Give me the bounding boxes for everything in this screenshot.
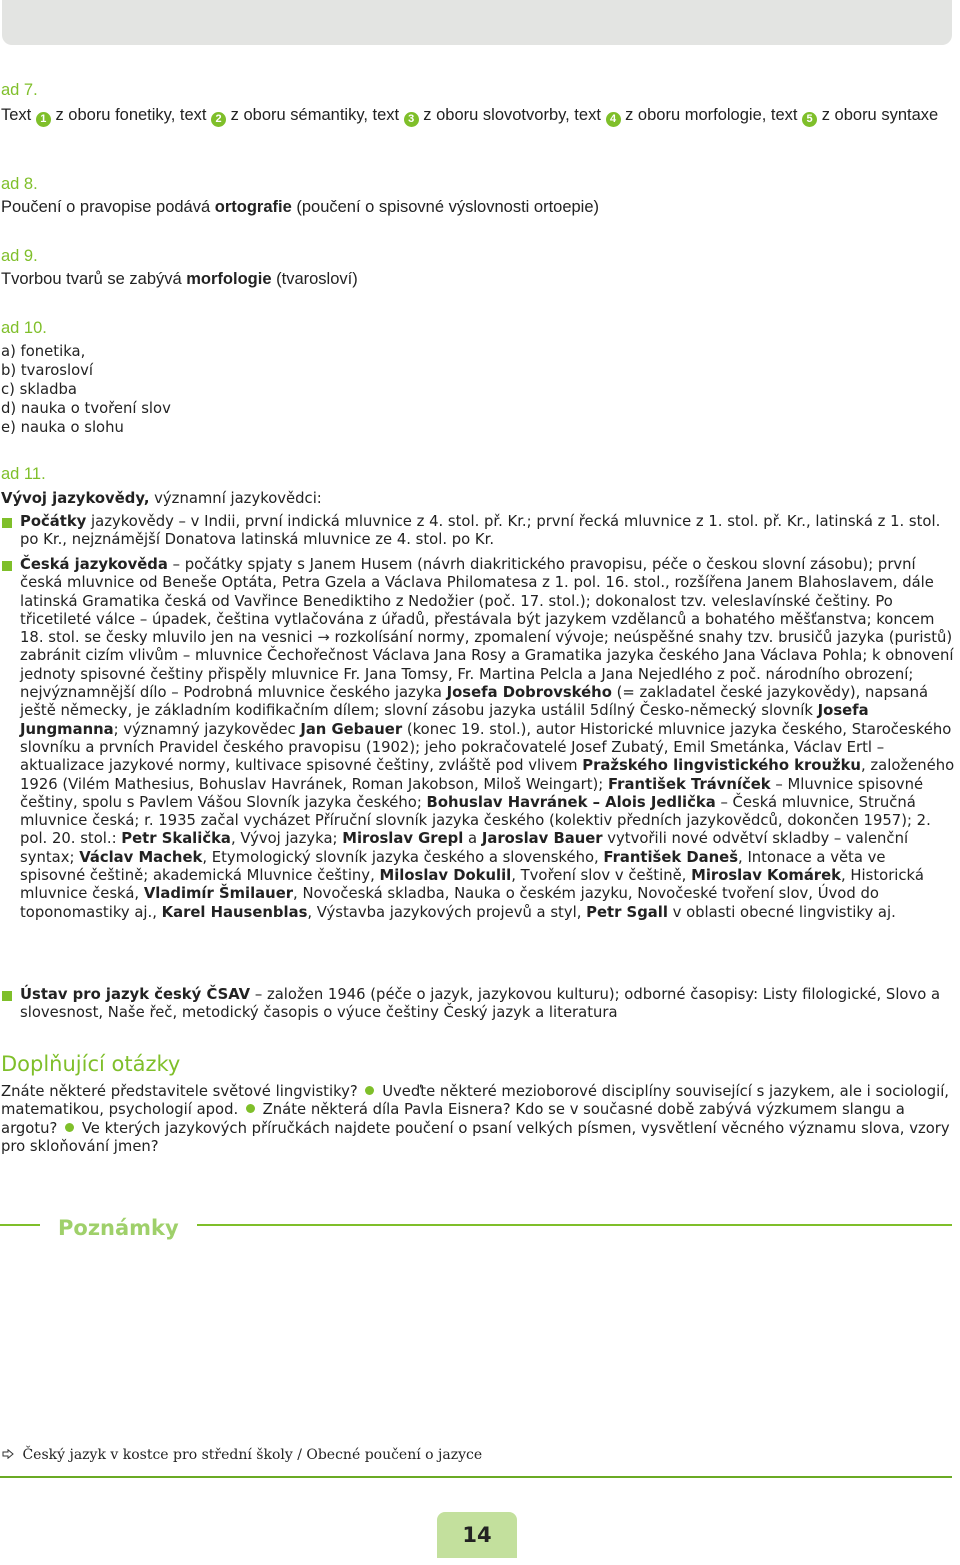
number-badge: 4 (606, 112, 621, 127)
answer-8-heading: ad 8. (1, 175, 38, 193)
list-item: a) fonetika, (1, 343, 86, 360)
list-item: b) tvarosloví (1, 362, 94, 379)
answer-10-list (1, 342, 701, 437)
answer-11-heading: ad 11. (1, 465, 46, 483)
answer-10-heading: ad 10. (1, 319, 47, 337)
supplementary-questions-title: Doplňující otázky (1, 1052, 181, 1076)
footer-title: Český jazyk v kostce pro střední školy / Obecné poučení o jazyce (2, 1447, 482, 1463)
bullet-dot-icon (246, 1104, 255, 1113)
arrow-right-icon: → (317, 629, 330, 647)
bullet-square-icon (2, 518, 12, 528)
bullet-dot-icon (365, 1086, 374, 1095)
list-item: d) nauka o tvoření slov (1, 400, 171, 417)
list-item: e) nauka o slohu (1, 419, 124, 436)
bullet-czech-linguistics: Česká jazykověda – počátky spjaty s Janem Husem (návrh diakritického pravopisu, péče o českou slovní zásobu); první česká mluvnice od Beneše Optáta, Petra Gzela a Václava Philomatesa z 1. pol. 16. stol., rozšířena Janem Blahoslavem, dále latinská Gramatika česká od Vavřince Benediktiho z Nedožier (poč. 17. stol.); dokonalost tzv. veleslavínské češtiny. Po třicetileté válce – úpadek, čeština vytlačována z úřadů, přestávala být jazykem vzdělanců a bohatého měšťanstva; koncem 18. stol. se česky mluvilo jen na vesnici → rozkolísání normy, zpomalení vývoje; neúspěšné snahy tzv. brusičů jazyka (puristů) zabránit cizím vlivům – mluvnice Čechořečnost Václava Jana Rosy a Gramatika jazyka českého Jana Václava Pohla; k obnovení jednoty spisovné češtiny přispěly mluvnice Fr. Jana Tomsy, Fr. Martina Pelcla a Jana Nejedlého z poč. národního obrození; nejvýznamnější dílo – Podrobná mluvnice českého jazyka Josefa Dobrovského (= zakladatel české jazykovědy), napsaná ještě německy, je základním kodifikačním dílem; slovní zásobu jazyka ustálil 5dílný Česko-německý slovník Josefa Jungmanna; významný jazykovědec Jan Gebauer (konec 19. stol.), autor Historické mluvnice jazyka českého, Staročeského slovníku a prvních Pravidel českého pravopisu (1902); jeho pokračovatelé Josef Zubatý, Emil Smetánka, Václav Ertl – aktualizace jazykové normy, kultivace spisovné češtiny, zvláště pod vlivem Pražského lingvistického kroužku, založeného 1926 (Vilém Mathesius, Bohuslav Havránek, Roman Jakobson, Miloš Weingart); František Trávníček – Mluvnice spisovné češtiny, spolu s Pavlem Vášou Slovník jazyka českého; Bohuslav Havránek – Alois Jedlička – Česká mluvnice, Stručná mluvnice česká; r. 1935 začal vycházet Příruční slovník jazyka českého (kolektiv předních jazykovědců, dokončen 1957); 2. pol. 20. stol.: Petr Skalička, Vývoj jazyka; Miroslav Grepl a Jaroslav Bauer vytvořili nové odvětví skladby – valenční syntax; Václav Machek, Etymologický slovník jazyka českého a slovenského, František Daneš, Intonace a věta ve spisovné češtině; akademická Mluvnice češtiny, Miloslav Dokulil, Tvoření slov v češtině, Miroslav Komárek, Historická mluvnice česká, Vladimír Šmilauer, Novočeská skladba, Nauka o českém jazyku, Novočeské tvoření slov, Úvod do toponomastiky aj., Karel Hausenblas, Výstavba jazykových projevů a styl, Petr Sgall v oblasti obecné lingvistiky aj. (20, 556, 955, 921)
supplementary-questions-text: Znáte některé představitele světové lingvistiky? Uveďte některé mezioborové disciplíny související s jazykem, ale i sociologií, matematikou, psychologií apod. Znáte některá díla Pavla Eisnera? Kdo se v současné době zabývá výzkumem slangu a argotu? Ve kterých jazykových příručkách najdete poučení o psaní velkých písmen, vysvětlení věcného významu slova, vzory pro skloňování jmen? (1, 1083, 950, 1156)
footer-divider (0, 1476, 952, 1478)
answer-8-text: Poučení o pravopise podává ortografie (poučení o spisovné výslovnosti ortoepie) (1, 198, 600, 216)
page-number: 14 (437, 1512, 517, 1558)
top-banner (2, 0, 952, 45)
number-badge: 2 (211, 112, 226, 127)
bullet-square-icon (2, 991, 12, 1001)
bullet-beginnings: Počátky jazykovědy – v Indii, první indická mluvnice z 4. stol. př. Kr.; první řecká mluvnice z 1. stol. př. Kr., latinská z 1. stol. po Kr., nejznámější Donatova latinská mluvnice ze 4. stol. po Kr. (20, 513, 941, 549)
answer-7-text: Text 1 z oboru fonetiky, text 2 z oboru sémantiky, text 3 z oboru slovotvorby, text 4 z oboru morfologie, text 5 z oboru syntaxe (1, 106, 939, 125)
list-item: c) skladba (1, 381, 77, 398)
bullet-dot-icon (65, 1123, 74, 1132)
answer-9-text: Tvorbou tvarů se zabývá morfologie (tvarosloví) (1, 270, 358, 288)
bullet-square-icon (2, 561, 12, 571)
notes-label: Poznámky (40, 1214, 197, 1242)
number-badge: 5 (802, 112, 817, 127)
number-badge: 3 (404, 112, 419, 127)
bullet-institute: Ústav pro jazyk český ČSAV – založen 1946 (péče o jazyk, jazykovou kulturu); odborné časopisy: Listy filologické, Slovo a slovesnost, Naše řeč, metodický časopis o výuce češtiny Český jazyk a literatura (20, 986, 941, 1022)
arrow-outline-icon (2, 1448, 18, 1462)
answer-11-intro: Vývoj jazykovědy, významní jazykovědci: (1, 490, 322, 507)
answer-7-heading: ad 7. (1, 81, 38, 99)
answer-9-heading: ad 9. (1, 247, 38, 265)
number-badge: 1 (36, 112, 51, 127)
